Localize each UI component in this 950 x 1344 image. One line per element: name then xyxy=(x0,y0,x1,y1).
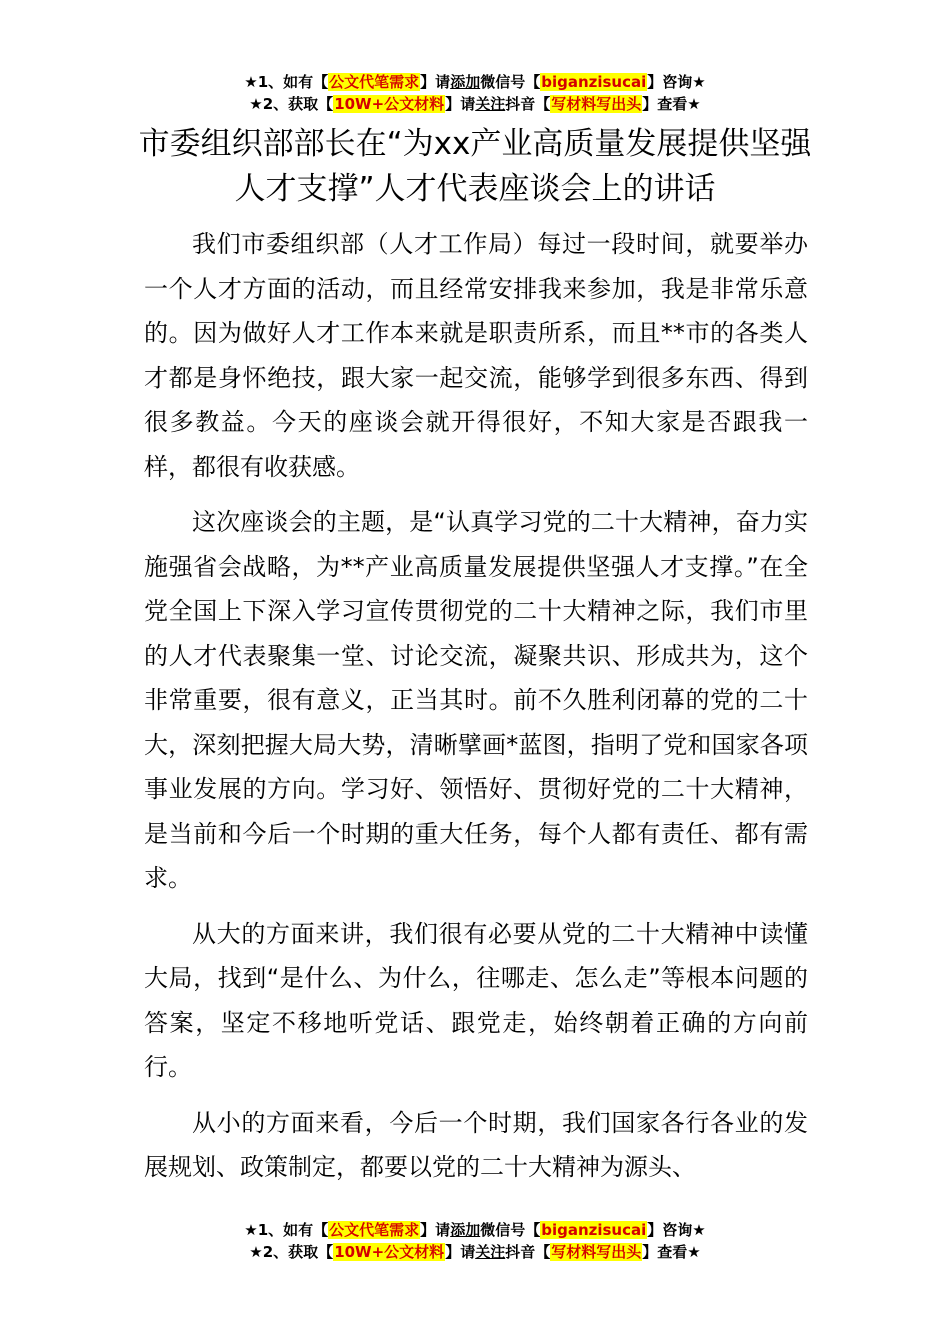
banner-line-2: ★2、获取【10W+公文材料】请关注抖音【写材料写出头】查看★ xyxy=(249,1243,701,1261)
paragraph: 从大的方面来讲，我们很有必要从党的二十大精神中读懂大局，找到“是什么、为什么，往哪走、怎么走”等根本问题的答案，坚定不移地听党话、跟党走，始终朝着正确的方向前行。 xyxy=(144,919,808,1081)
wechat-id: biganzisucai xyxy=(541,73,647,91)
paragraph: 这次座谈会的主题，是“认真学习党的二十大精神，奋力实施强省会战略，为**产业高质量发展提供坚强人才支撑。”在全党全国上下深入学习宣传贯彻党的二十大精神之际，我们市里的人才代表聚集一堂、讨论交流，凝聚共识、形成共为，这个非常重要，很有意义，正当其时。前不久胜利闭幕的党的二十大，深刻把握大局大势，清晰擘画*蓝图，指明了党和国家各项事业发展的方向。学习好、领悟好、贯彻好党的二十大精神，是当前和今后一个时期的重大任务，每个人都有责任、都有需求。 xyxy=(144,508,808,892)
banner-line-1: ★1、如有【公文代笔需求】请添加微信号【biganzisucai】咨询★ xyxy=(244,1221,706,1239)
banner-line-2: ★2、获取【10W+公文材料】请关注抖音【写材料写出头】查看★ xyxy=(249,95,701,113)
banner-highlight: 10W+公文材料 xyxy=(334,95,445,113)
document-title: 市委组织部部长在“为xx产业高质量发展提供坚强人才支撑”人才代表座谈会上的讲话 xyxy=(138,126,812,207)
banner-highlight: 公文代笔需求 xyxy=(329,1221,420,1239)
banner-line-1: ★1、如有【公文代笔需求】请添加微信号【biganzisucai】咨询★ xyxy=(244,73,706,91)
footer-banner xyxy=(0,1219,950,1263)
header-banner xyxy=(0,71,950,115)
banner-highlight: 公文代笔需求 xyxy=(329,73,420,91)
douyin-account: 写材料写出头 xyxy=(551,95,642,113)
paragraph: 我们市委组织部（人才工作局）每过一段时间，就要举办一个人才方面的活动，而且经常安排我来参加，我是非常乐意的。因为做好人才工作本来就是职责所系，而且**市的各类人才都是身怀绝技，跟大家一起交流，能够学到很多东西、得到很多教益。今天的座谈会就开得很好，不知大家是否跟我一样，都很有收获感。 xyxy=(144,230,808,481)
paragraph: 从小的方面来看，今后一个时期，我们国家各行各业的发展规划、政策制定，都要以党的二十大精神为源头、 xyxy=(144,1108,808,1181)
douyin-account: 写材料写出头 xyxy=(551,1243,642,1261)
banner-highlight: 10W+公文材料 xyxy=(334,1243,445,1261)
wechat-id: biganzisucai xyxy=(541,1221,647,1239)
document-body xyxy=(144,222,808,1201)
